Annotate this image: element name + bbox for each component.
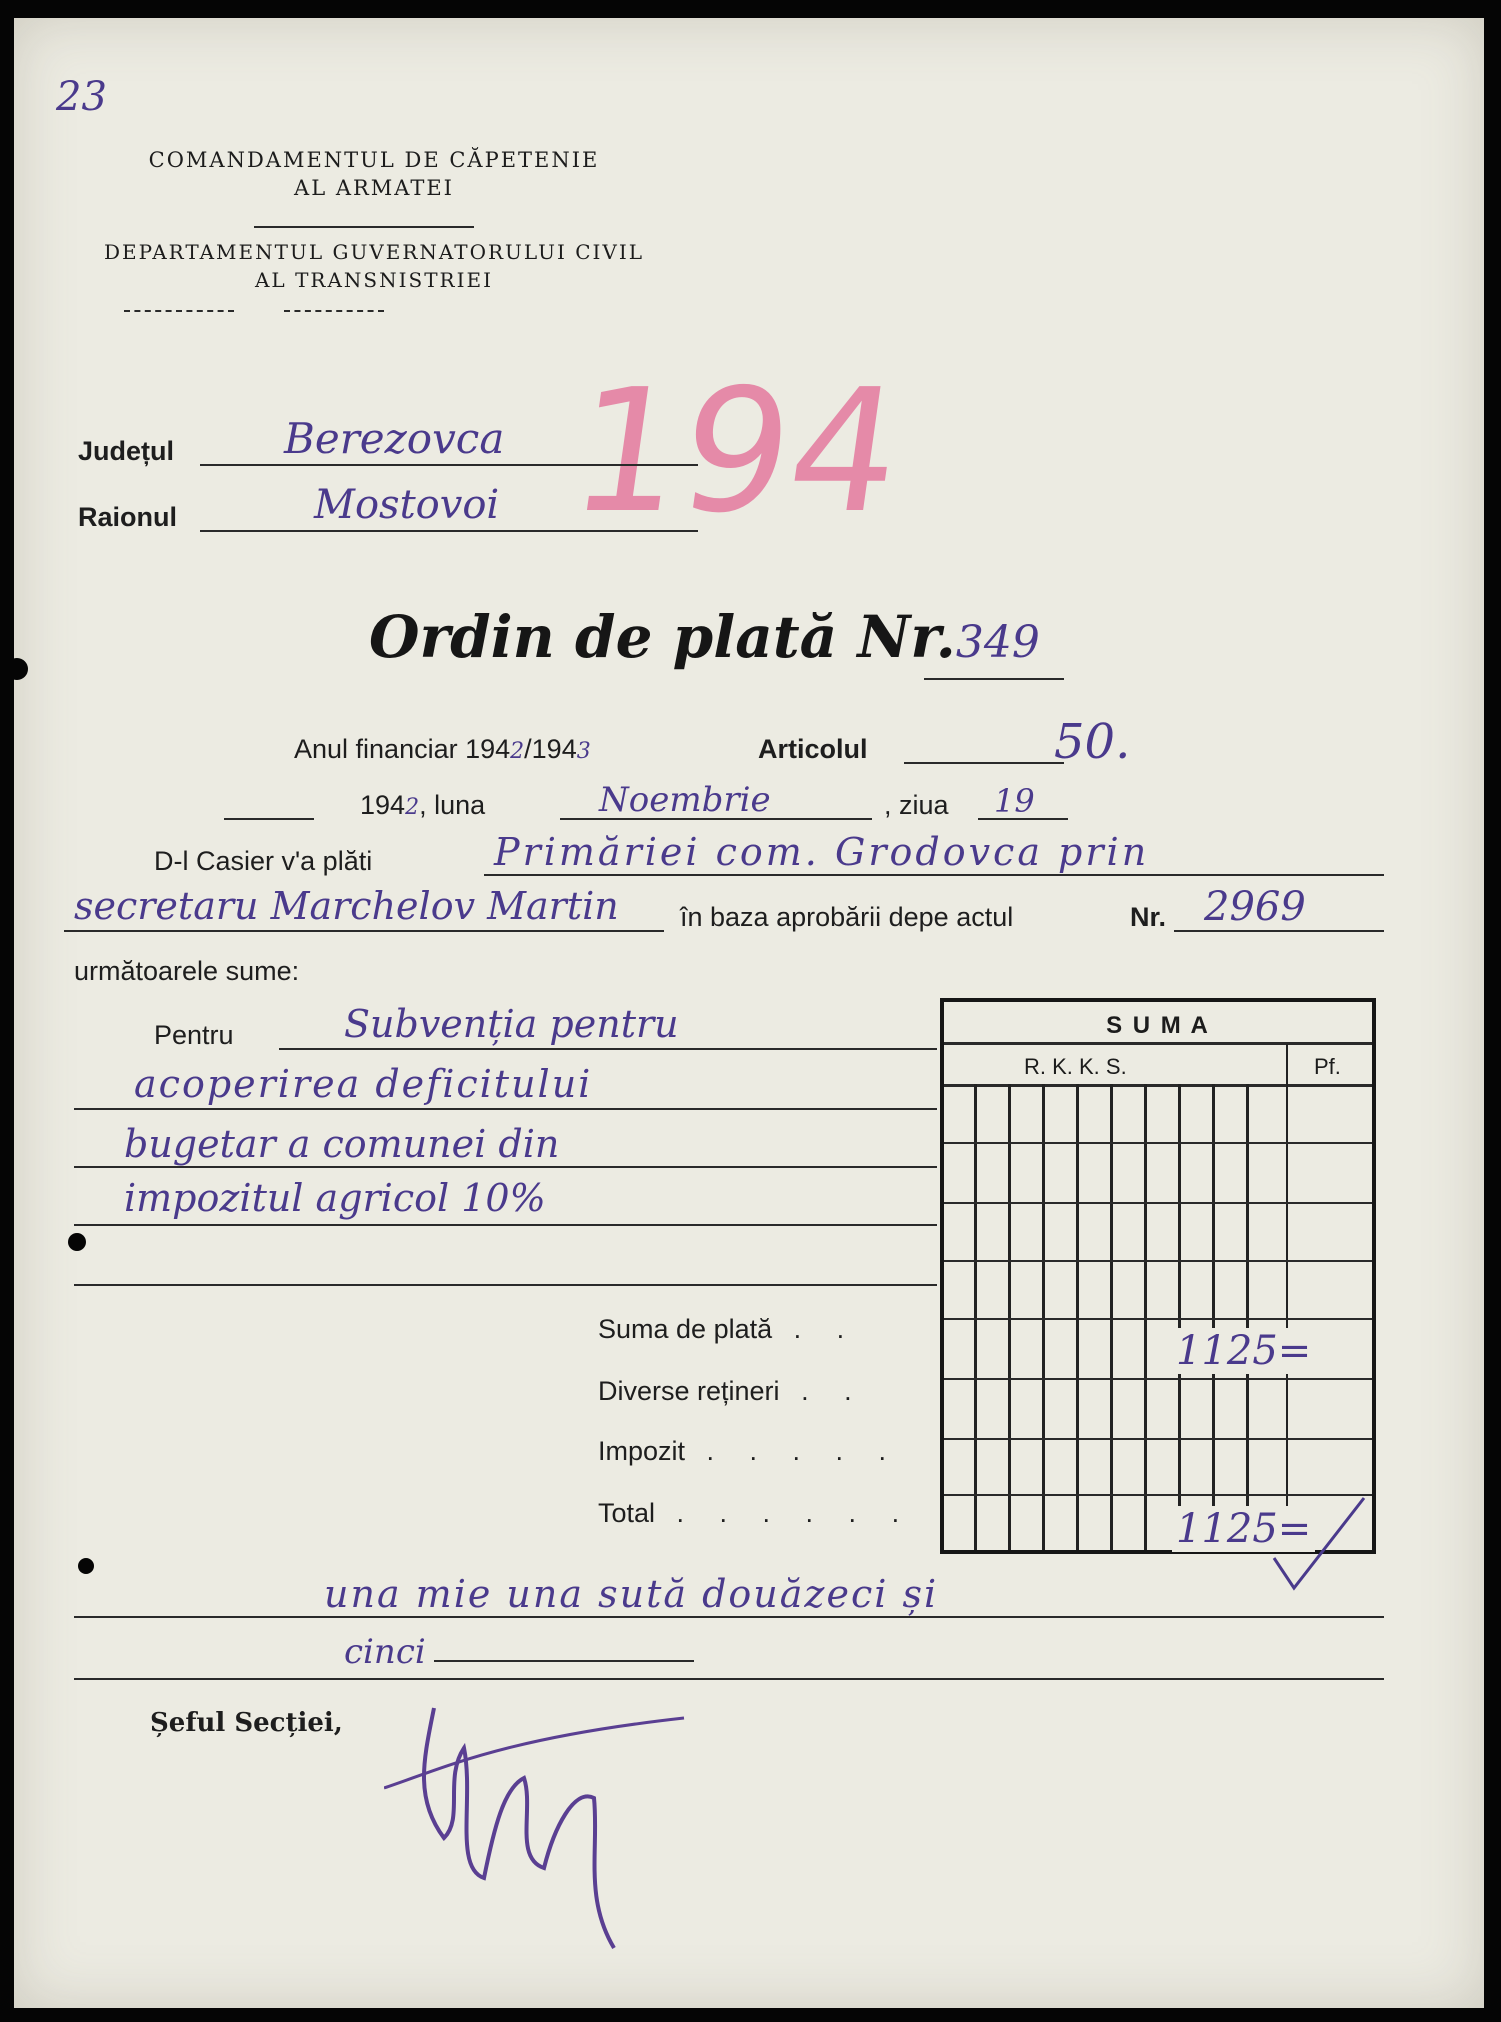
- header-underline: [124, 310, 234, 312]
- ziua-value: 19: [994, 782, 1035, 820]
- suma-row-line: [944, 1438, 1372, 1440]
- payment-order-document: [14, 18, 1484, 2008]
- pentru-line-2: [74, 1108, 937, 1110]
- suma-grid-line: [1286, 1084, 1288, 1550]
- pentru-text-2: acoperirea deficitului: [134, 1062, 593, 1106]
- date-year-prefix: 194: [360, 790, 406, 820]
- pink-registry-number: 194: [560, 353, 913, 551]
- raionul-label: Raionul: [78, 502, 177, 532]
- urmatoarele-label: următoarele sume:: [74, 956, 300, 986]
- pentru-text-1: Subvenția pentru: [344, 1002, 679, 1046]
- suma-grid-line: [1246, 1084, 1249, 1550]
- header-underline: [284, 310, 384, 312]
- order-number: 349: [955, 617, 1040, 668]
- act-number-line: [1174, 930, 1384, 932]
- suma-grid-line: [974, 1084, 977, 1550]
- suma-grid-line: [1110, 1084, 1113, 1550]
- binder-hole: [68, 1233, 86, 1251]
- suma-de-plata-text: Suma de plată: [598, 1314, 773, 1344]
- suma-grid-line: [1042, 1084, 1045, 1550]
- suma-de-plata-amount: 1125=: [1172, 1328, 1315, 1374]
- act-number: 2969: [1204, 884, 1306, 930]
- date-year-hand: 2: [405, 795, 420, 820]
- casier-value-1: Primăriei com. Grodovca prin: [494, 830, 1150, 874]
- suma-grid-line: [1178, 1084, 1181, 1550]
- header-divider: [254, 226, 474, 228]
- suma-de-plata-label: Suma de plată . .: [598, 1314, 859, 1344]
- articolul-value: 50.: [1054, 714, 1131, 770]
- anul-hand-1: 2: [510, 739, 525, 764]
- date-year: [360, 790, 485, 821]
- header-line-1: COMANDAMENTUL DE CĂPETENIE: [148, 148, 600, 172]
- sef-sectie-label: Șeful Secției,: [150, 1708, 343, 1738]
- signature: [384, 1678, 724, 1958]
- articolul-label: Articolul: [758, 734, 868, 764]
- impozit-text: Impozit: [598, 1436, 686, 1466]
- pentru-line-4: [74, 1224, 937, 1226]
- suma-row-line: [944, 1378, 1372, 1380]
- articolul-line: [904, 762, 1064, 764]
- total-text: Total: [598, 1498, 656, 1528]
- pentru-text-4: impozitul agricol 10%: [124, 1176, 546, 1220]
- binder-hole: [14, 658, 28, 680]
- casier-label: D-l Casier v'a plăti: [154, 846, 373, 876]
- header-line-4: AL TRANSNISTRIEI: [254, 268, 494, 292]
- total-amount: 1125=: [1172, 1506, 1315, 1552]
- words-line-2: [74, 1678, 1384, 1680]
- luna-label: , luna: [419, 790, 486, 820]
- suma-col-divider: [1286, 1044, 1288, 1084]
- pentru-label: Pentru: [154, 1020, 234, 1050]
- suma-table: [940, 998, 1376, 1554]
- suma-row-line: [944, 1202, 1372, 1204]
- header-line-3: DEPARTAMENTUL GUVERNATORULUI CIVIL: [103, 240, 645, 264]
- document-title: [369, 603, 1040, 671]
- raionul-value: Mostovoi: [314, 482, 500, 528]
- luna-value: Noembrie: [599, 780, 771, 820]
- words-line-1: [74, 1616, 1384, 1618]
- binder-hole: [78, 1558, 94, 1574]
- judetul-line: [200, 464, 698, 466]
- page-number: 23: [56, 74, 107, 120]
- suma-grid-line: [1144, 1084, 1147, 1550]
- nr-label: Nr.: [1130, 902, 1167, 932]
- raionul-line: [200, 530, 698, 532]
- suma-row-line: [944, 1318, 1372, 1320]
- suma-col-pf: Pf.: [1314, 1054, 1341, 1079]
- diverse-retineri-label: Diverse rețineri . .: [598, 1376, 866, 1406]
- suma-grid-line: [1008, 1084, 1011, 1550]
- title-text: Ordin de plată Nr.: [369, 603, 956, 671]
- impozit-label: Impozit . . . . .: [598, 1436, 901, 1466]
- anul-label: Anul financiar 194: [294, 734, 511, 764]
- casier-line-2: [64, 930, 664, 932]
- suma-row-line: [944, 1260, 1372, 1262]
- header-line-2: AL ARMATEI: [294, 176, 454, 200]
- check-mark-icon: [1264, 1488, 1384, 1608]
- suma-header: S U M A: [1106, 1012, 1210, 1039]
- anul-mid: /194: [524, 734, 577, 764]
- words-dash: [434, 1660, 694, 1662]
- total-label: Total . . . . . .: [598, 1498, 914, 1528]
- casier-value-2: secretaru Marchelov Martin: [74, 884, 619, 928]
- ziua-label: , ziua: [884, 790, 949, 820]
- suma-col-rkks: R. K. K. S.: [1024, 1054, 1127, 1079]
- diverse-retineri-text: Diverse rețineri: [598, 1376, 780, 1406]
- pentru-line-5: [74, 1284, 937, 1286]
- pentru-text-3: bugetar a comunei din: [124, 1122, 560, 1166]
- judetul-value: Berezovca: [284, 414, 505, 463]
- amount-in-words-1: una mie una sută douăzeci și: [324, 1572, 939, 1616]
- suma-grid-line: [1212, 1084, 1215, 1550]
- anul-hand-2: 3: [576, 739, 591, 764]
- judetul-label: Județul: [78, 436, 175, 466]
- suma-header-divider: [944, 1042, 1372, 1045]
- suma-row-line: [944, 1142, 1372, 1144]
- pentru-line-1: [279, 1048, 937, 1050]
- amount-in-words-2: cinci: [344, 1632, 426, 1672]
- order-number-line: [924, 678, 1064, 680]
- financial-year-row: [294, 734, 591, 765]
- casier-line-1: [484, 874, 1384, 876]
- baza-label: în baza aprobării depe actul: [680, 902, 1014, 932]
- date-lead-line: [224, 818, 314, 820]
- pentru-line-3: [74, 1166, 937, 1168]
- suma-grid-line: [1076, 1084, 1079, 1550]
